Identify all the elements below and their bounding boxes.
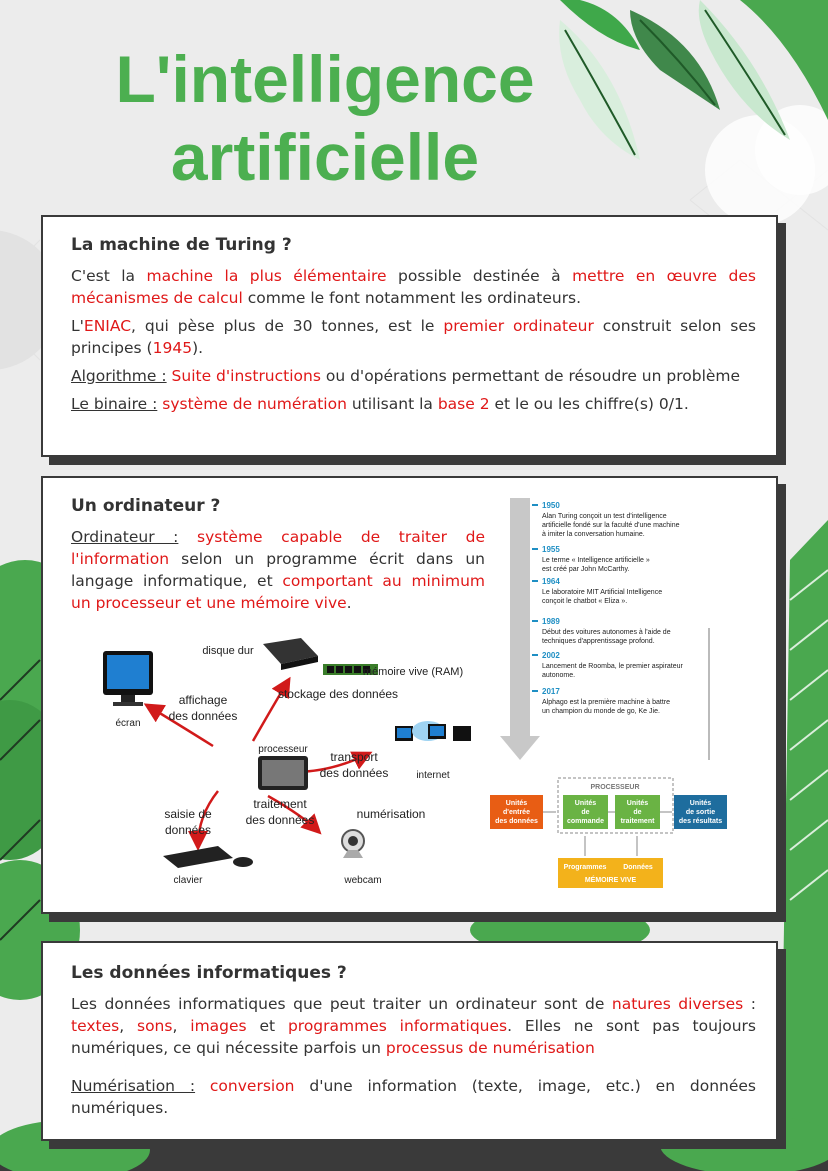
page-title-line2: artificielle: [170, 120, 480, 194]
label-saisie-1: saisie de: [164, 807, 212, 821]
label-affichage-1: affichage: [178, 693, 228, 707]
card-ordinateur: [41, 476, 778, 914]
internet-icon: [395, 721, 471, 741]
svg-text:MÉMOIRE VIVE: MÉMOIRE VIVE: [584, 877, 637, 884]
paragraph: Le binaire : système de numération utilisant la base 2 et le ou les chiffre(s) 0/1.: [71, 395, 689, 413]
label-ram: mémoire vive (RAM): [362, 666, 464, 678]
svg-text:traitement: traitement: [620, 818, 655, 825]
label-ecran: écran: [115, 718, 141, 729]
timeline-text: autonome.: [542, 672, 576, 679]
card-heading: Un ordinateur ?: [71, 496, 221, 516]
timeline-year: 1955: [542, 545, 560, 554]
page-title-line1: L'intelligence: [115, 42, 535, 116]
card-heading: Les données informatiques ?: [71, 963, 347, 983]
computer-diagram: [103, 636, 464, 891]
paragraph: Les données informatiques que peut traiter un ordinateur sont de natures diverses : textes, sons, images et programmes informatiques. Elles ne sont pas toujours numériques, ce qui nécessite parfois un processus de numérisation: [71, 995, 757, 1057]
paragraph: C'est la machine la plus élémentaire possible destinée à mettre en œuvre des mécanismes de calcul comme le font notamment les ordinateurs.: [71, 267, 756, 307]
keyboard-icon: [163, 846, 253, 868]
ordinateur-text: [71, 496, 485, 620]
timeline-text: techniques d'apprentissage profond.: [542, 638, 655, 645]
unit-traitement: [615, 795, 660, 829]
paragraph: Algorithme : Suite d'instructions ou d'opérations permettant de résoudre un problème: [71, 367, 741, 385]
timeline-text: Alan Turing conçoit un test d'intelligence: [542, 513, 667, 520]
timeline-text: un champion du monde de go, Ke Jie.: [542, 708, 660, 715]
timeline-text: Alphago est la première machine à battre: [542, 699, 671, 706]
svg-text:commande: commande: [567, 818, 604, 825]
label-transport-1: transport: [330, 750, 378, 764]
paragraph: Ordinateur : système capable de traiter de l'information selon un programme écrit dans un langage informatique, et comportant au minimum un processeur et une mémoire vive.: [71, 528, 486, 612]
label-processeur: processeur: [258, 744, 308, 755]
memoire-vive: [558, 858, 663, 888]
svg-text:Unités: Unités: [626, 800, 649, 807]
unit-commande: [563, 795, 608, 829]
label-transport-2: des données: [319, 766, 389, 780]
svg-text:de sortie: de sortie: [685, 809, 716, 816]
timeline-text: Le laboratoire MIT Artificial Intelligence: [542, 589, 663, 596]
svg-text:Données: Données: [623, 864, 653, 871]
timeline-text: artificielle fondé sur la faculté d'une machine: [542, 522, 680, 529]
card-donnees: [41, 941, 778, 1141]
page-title: [0, 40, 650, 196]
timeline-year: 1989: [542, 617, 560, 626]
timeline-text: est créé par John McCarthy.: [542, 566, 630, 573]
label-traitement-1: traitement: [253, 797, 307, 811]
paragraph: L'ENIAC, qui pèse plus de 30 tonnes, est le premier ordinateur construit selon ses principes (1945).: [71, 317, 756, 357]
timeline-text: à imiter la conversation humaine.: [542, 531, 645, 538]
svg-text:Unités: Unités: [574, 800, 597, 807]
label-webcam: webcam: [344, 875, 382, 886]
label-clavier: clavier: [173, 875, 203, 886]
timeline-year: 2002: [542, 651, 560, 660]
card-heading: La machine de Turing ?: [71, 235, 292, 255]
processor-icon: [258, 756, 308, 790]
architecture-diagram: [490, 778, 730, 890]
timeline-year: 1950: [542, 501, 560, 510]
label-stockage: stockage des données: [277, 687, 399, 701]
unit-sortie: [674, 795, 727, 829]
svg-text:Unités: Unités: [505, 800, 528, 807]
timeline-year: 2017: [542, 687, 560, 696]
screen-icon: [103, 651, 153, 706]
label-internet: internet: [416, 770, 450, 781]
svg-text:Unités: Unités: [689, 800, 712, 807]
label-numerisation: numérisation: [356, 807, 426, 821]
label-disque: disque dur: [202, 645, 254, 657]
svg-text:d'entrée: d'entrée: [503, 809, 530, 816]
webcam-icon: [342, 830, 364, 858]
timeline-text: conçoit le chatbot « Eliza ».: [542, 598, 628, 605]
unit-entree: [490, 795, 543, 829]
tree-right: [780, 520, 828, 1171]
timeline-text: Début des voitures autonomes à l'aide de: [542, 629, 671, 636]
svg-text:Programmes: Programmes: [563, 864, 607, 871]
label-saisie-2: données: [164, 823, 212, 837]
label-processeur-box: PROCESSEUR: [590, 784, 640, 791]
paragraph: Numérisation : conversion d'une information (texte, image, etc.) en données numériques.: [71, 1077, 756, 1117]
label-affichage-2: des données: [168, 709, 238, 723]
svg-text:des données: des données: [495, 818, 538, 825]
svg-text:des résultats: des résultats: [678, 818, 723, 825]
card-turing: [41, 215, 778, 457]
label-traitement-2: des données: [245, 813, 315, 827]
svg-text:de: de: [633, 809, 642, 816]
timeline-text: Lancement de Roomba, le premier aspirateur: [542, 663, 683, 670]
timeline-year: 1964: [542, 577, 560, 586]
svg-text:de: de: [581, 809, 590, 816]
hard-disk-icon: [263, 638, 318, 670]
ai-timeline: [505, 498, 725, 763]
timeline-text: Le terme « Intelligence artificielle »: [542, 557, 650, 564]
